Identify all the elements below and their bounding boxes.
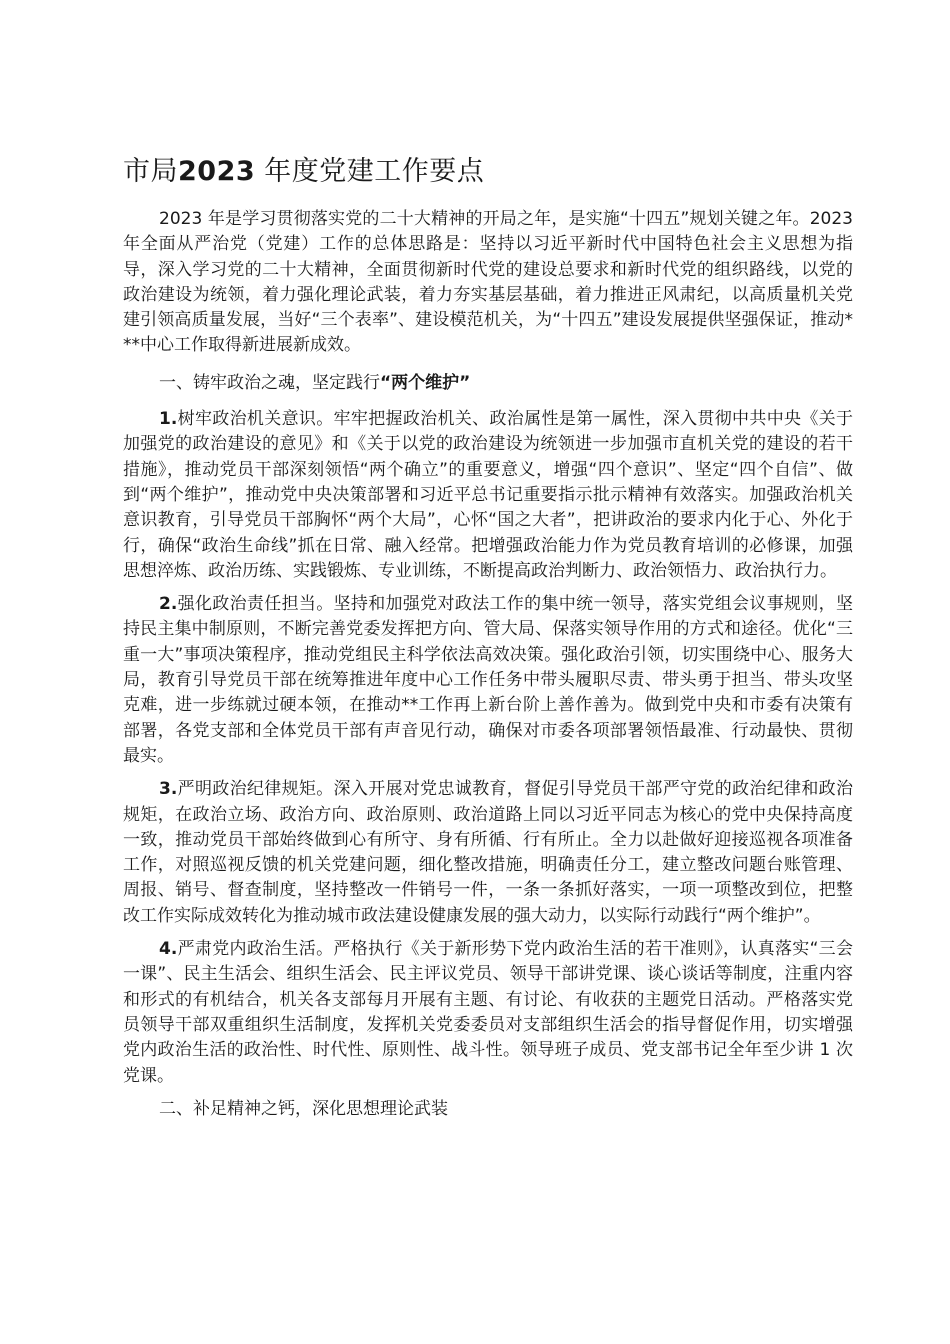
item-number: 4. [159, 939, 178, 960]
item-text: 树牢政治机关意识。牢牢把握政治机关、政治属性是第一属性，深入贯彻中共中央《关于加强党的政治建设的意见》和《关于以党的政治建设为统领进一步加强市直机关党的建设的若干措施》，推动党员干部深刻领悟“两个确立”的重要意义，增强“四个意识”、坚定“四个自信”、做到“两个维护”，推动党中央决策部署和习近平总书记重要指示批示精神有效落实。加强政治机关意识教育，引导党员干部胸怀“两个大局”，心怀“国之大者”，把讲政治的要求内化于心、外化于行，确保“政治生命线”抓在日常、融入经常。把增强政治能力作为党员教育培训的必修课，加强思想淬炼、政治历练、实践锻炼、专业训练，不断提高政治判断力、政治领悟力、政治执行力。 [123, 409, 853, 581]
document-body [123, 207, 853, 1133]
title-year: 2023 [178, 156, 256, 187]
section-heading-1-bold: “两个维护” [380, 372, 471, 393]
item-text: 强化政治责任担当。坚持和加强党对政法工作的集中统一领导，落实党组会议事规则，坚持民主集中制原则，不断完善党委发挥把方向、管大局、保落实领导作用的方式和途径。优化“三重一大”事项决策程序，推动党组民主科学依法高效决策。强化政治引领，切实围绕中心、服务大局，教育引导党员干部在统筹推进年度中心工作任务中带头履职尽责、带头勇于担当、带头攻坚克难，进一步练就过硬本领，在推动**工作再上新台阶上善作善为。做到党中央和市委有决策有部署，各党支部和全体党员干部有声音见行动，确保对市委各项部署领悟最准、行动最快、贯彻最实。 [123, 594, 853, 766]
item-number: 1. [159, 409, 178, 430]
intro-paragraph: 2023 年是学习贯彻落实党的二十大精神的开局之年，是实施“十四五”规划关键之年。2023 年全面从严治党（党建）工作的总体思路是：坚持以习近平新时代中国特色社会主义思想为指导，深入学习党的二十大精神，全面贯彻新时代党的建设总要求和新时代党的组织路线，以党的政治建设为统领，着力强化理论武装，着力夯实基层基础，着力推进正风肃纪，以高质量机关党建引领高质量发展，当好“三个表率”、建设模范机关，为“十四五”建设发展提供坚强保证，推动***中心工作取得新进展新成效。 [123, 209, 853, 356]
item-text: 严明政治纪律规矩。深入开展对党忠诚教育，督促引导党员干部严守党的政治纪律和政治规矩，在政治立场、政治方向、政治原则、政治道路上同以习近平同志为核心的党中央保持高度一致，推动党员干部始终做到心有所守、身有所循、行有所止。全力以赴做好迎接巡视各项准备工作，对照巡视反馈的机关党建问题，细化整改措施，明确责任分工，建立整改问题台账管理、周报、销号、督查制度，坚持整改一件销号一件，一条一条抓好落实，一项一项整改到位，把整改工作实际成效转化为推动城市政法建设健康发展的强大动力，以实际行动践行“两个维护”。 [123, 779, 853, 926]
item-number: 3. [159, 779, 178, 800]
item-paragraph-3 [123, 777, 853, 929]
title-prefix: 市局 [123, 156, 178, 187]
section-heading-2: 二、补足精神之钙，深化思想理论武装 [159, 1098, 448, 1119]
item-number: 2. [159, 594, 178, 615]
section-heading-1-main: 一、铸牢政治之魂，坚定践行 [159, 372, 380, 393]
section-heading-1 [123, 371, 853, 396]
page-title [123, 152, 484, 192]
item-paragraph-2 [123, 592, 853, 769]
item-paragraph-1 [123, 407, 853, 584]
title-suffix: 年度党建工作要点 [264, 156, 485, 187]
item-text: 严肃党内政治生活。严格执行《关于新形势下党内政治生活的若干准则》，认真落实“三会一课”、民主生活会、组织生活会、民主评议党员、领导干部讲党课、谈心谈话等制度，注重内容和形式的有机结合，机关各支部每月开展有主题、有讨论、有收获的主题党日活动。严格落实党员领导干部双重组织生活制度，发挥机关党委委员对支部组织生活会的指导督促作用，切实增强党内政治生活的政治性、时代性、原则性、战斗性。领导班子成员、党支部书记全年至少讲 1 次党课。 [123, 939, 853, 1086]
item-paragraph-4 [123, 937, 853, 1089]
